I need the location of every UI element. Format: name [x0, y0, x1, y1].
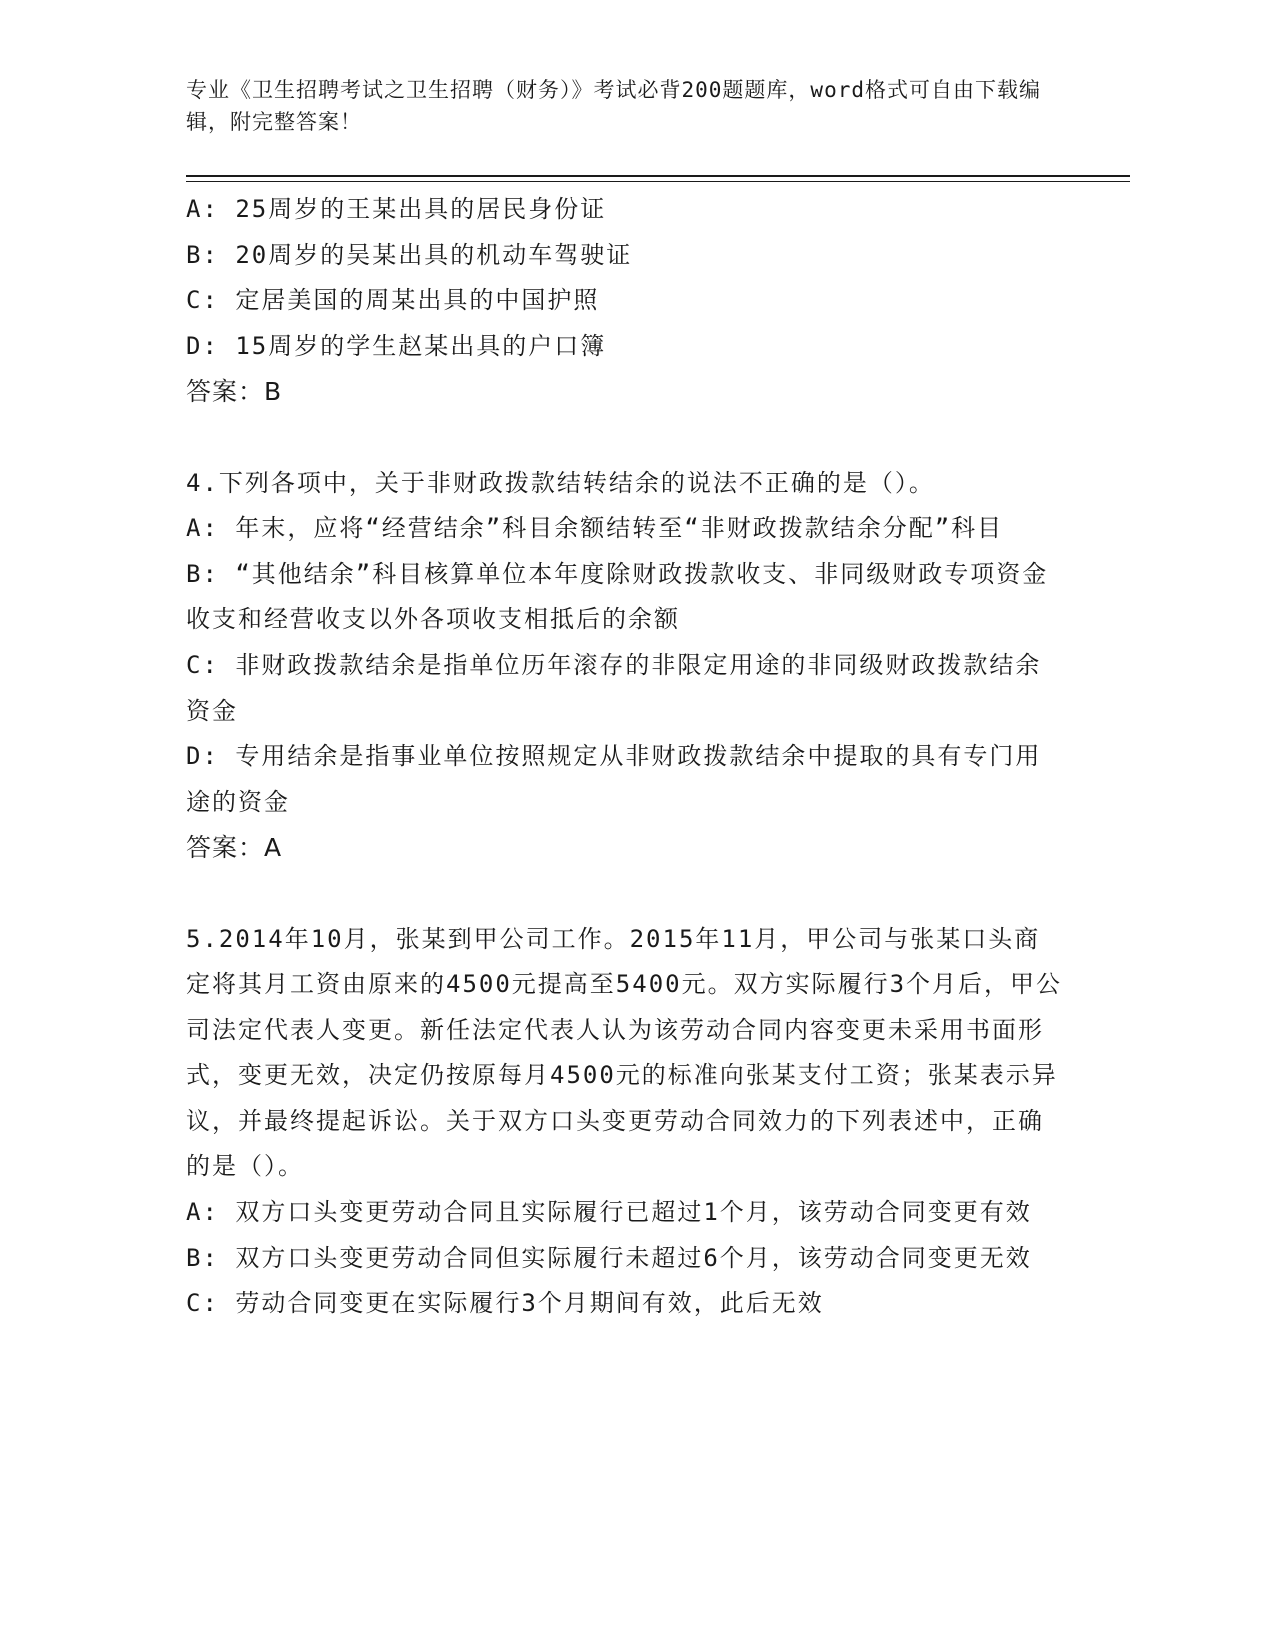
q3-option-a: A: 25周岁的王某出具的居民身份证 — [186, 195, 607, 223]
question-3-block — [186, 187, 1066, 415]
q4-answer: 答案：A — [186, 833, 283, 863]
spacer — [186, 415, 1066, 461]
q5-option-c: C: 劳动合同变更在实际履行3个月期间有效，此后无效 — [186, 1289, 824, 1318]
q3-option-c: C: 定居美国的周某出具的中国护照 — [186, 286, 600, 315]
q3-option-b: B: 20周岁的吴某出具的机动车驾驶证 — [186, 240, 633, 269]
question-4-block — [186, 461, 1066, 871]
question-5-block — [186, 917, 1066, 1327]
q3-option-d: D: 15周岁的学生赵某出具的户口簿 — [186, 331, 607, 360]
q5-question-text: 5.2014年10月，张某到甲公司工作。2015年11月，甲公司与张某口头商定将其月工资由原来的4500元提高至5400元。双方实际履行3个月后，甲公司法定代表人变更。新任法定代表人认为该劳动合同内容变更未采用书面形式，变更无效，决定仍按原每月4500元的标准向张某支付工资；张某表示异议，并最终提起诉讼。关于双方口头变更劳动合同效力的下列表述中，正确的是（）。 — [186, 924, 1063, 1181]
q4-option-b: B: “其他结余”科目核算单位本年度除财政拨款收支、非同级财政专项资金收支和经营收支以外各项收支相抵后的余额 — [186, 559, 1049, 634]
q5-option-a: A: 双方口头变更劳动合同且实际履行已超过1个月，该劳动合同变更有效 — [186, 1198, 1032, 1227]
q3-answer: 答案：B — [186, 377, 283, 407]
q4-option-a: A: 年末，应将“经营结余”科目余额结转至“非财政拨款结余分配”科目 — [186, 514, 1004, 543]
document-header-title: 专业《卫生招聘考试之卫生招聘（财务）》考试必背200题题库，word格式可自由下载编辑，附完整答案！ — [186, 78, 1041, 134]
header-divider-thick — [186, 175, 1130, 177]
q4-question-text: 4.下列各项中，关于非财政拨款结转结余的说法不正确的是（）。 — [186, 468, 935, 497]
q4-option-c: C: 非财政拨款结余是指单位历年滚存的非限定用途的非同级财政拨款结余资金 — [186, 650, 1042, 725]
spacer — [186, 871, 1066, 917]
question-content — [186, 187, 1066, 1327]
q5-option-b: B: 双方口头变更劳动合同但实际履行未超过6个月，该劳动合同变更无效 — [186, 1243, 1032, 1272]
header-divider-thin — [186, 181, 1130, 182]
q4-option-d: D: 专用结余是指事业单位按照规定从非财政拨款结余中提取的具有专门用途的资金 — [186, 742, 1042, 816]
